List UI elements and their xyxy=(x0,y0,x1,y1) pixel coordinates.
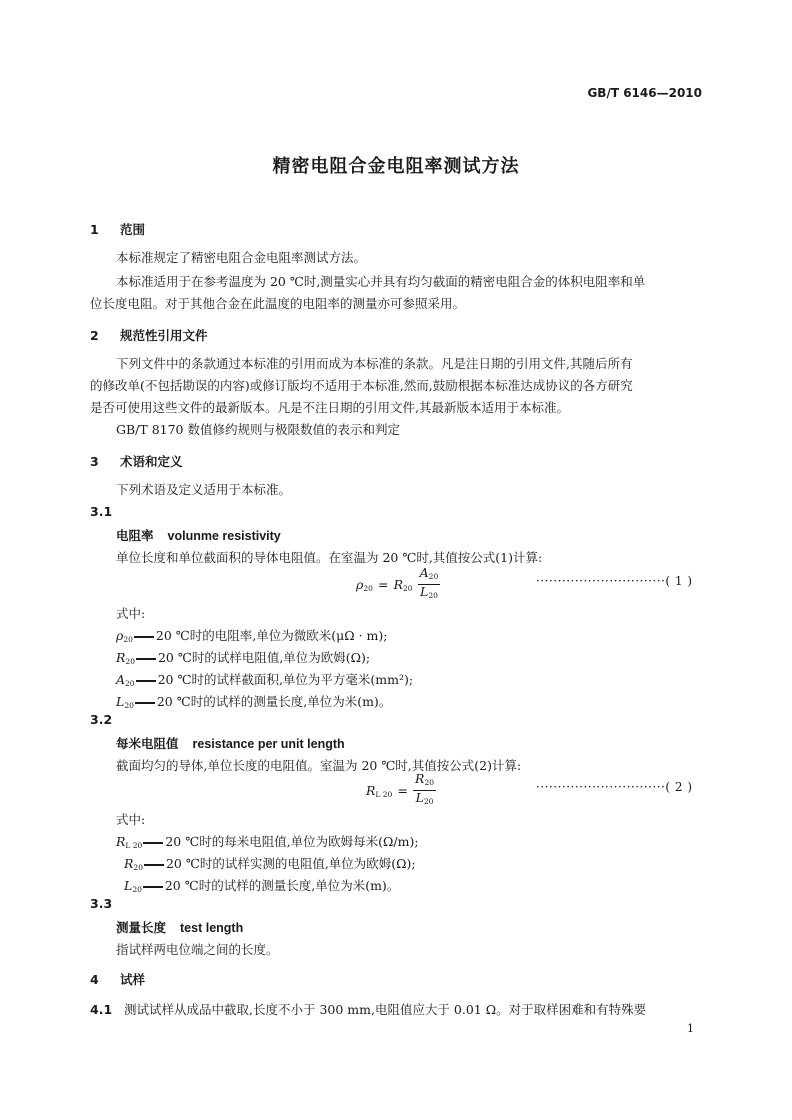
document-title: 精密电阻合金电阻率测试方法 xyxy=(272,156,520,177)
section-title: 范围 xyxy=(120,222,146,237)
normative-reference: GB/T 8170 数值修约规则与极限数值的表示和判定 xyxy=(116,422,400,437)
fraction: $\frac{A_{20}}{L_{20}}$ xyxy=(419,565,439,600)
page-number: 1 xyxy=(687,1022,694,1035)
clause-number: 3.3 xyxy=(90,896,113,911)
term-en: volunme resistivity xyxy=(167,529,281,543)
term-heading xyxy=(116,734,345,752)
equation-number: ······························( 2 ) xyxy=(536,780,693,794)
section-4-heading xyxy=(90,970,145,988)
paragraph: 是否可使用这些文件的最新版本。凡是不注日期的引用文件,其最新版本适用于本标准。 xyxy=(90,400,569,415)
equals-sign: = xyxy=(378,577,389,592)
clause-number: 4.1 xyxy=(90,1002,113,1017)
equation-number: ······························( 1 ) xyxy=(536,574,693,588)
term-heading xyxy=(116,918,243,936)
variable-definition: $\rho_{20}$ 20 ℃时的电阻率,单位为微欧米(μΩ · m); xyxy=(116,628,388,644)
paragraph: 的修改单(不包括勘误的内容)或修订版均不适用于本标准,然而,鼓励根据本标准达成协议的各方研究 xyxy=(90,378,633,393)
definition: 截面均匀的导体,单位长度的电阻值。室温为 20 ℃时,其值按公式(2)计算: xyxy=(116,758,522,773)
term-cn: 电阻率 xyxy=(116,528,154,543)
formula-2 xyxy=(366,772,436,809)
paragraph: 位长度电阻。对于其他合金在此温度的电阻率的测量亦可参照采用。 xyxy=(90,296,466,311)
variable-definition: $R_{20}$ 20 ℃时的试样实测的电阻值,单位为欧姆(Ω); xyxy=(124,856,416,872)
term-en: resistance per unit length xyxy=(192,737,345,751)
term-en: test length xyxy=(180,921,244,935)
where-label: 式中: xyxy=(116,606,146,621)
definition: 指试样两电位端之间的长度。 xyxy=(116,942,279,957)
clause-number: 3.2 xyxy=(90,712,113,727)
paragraph: 下列文件中的条款通过本标准的引用而成为本标准的条款。凡是注日期的引用文件,其随后所有 xyxy=(116,356,633,371)
formula-symbol: $R_{L 20}$ xyxy=(366,783,393,799)
paragraph: 测试试样从成品中截取,长度不小于 300 mm,电阻值应大于 0.01 Ω。对于取样困难和有特殊要 xyxy=(124,1002,647,1017)
formula-1 xyxy=(356,566,440,603)
section-title: 试样 xyxy=(120,972,146,987)
definition: 单位长度和单位截面积的导体电阻值。在室温为 20 ℃时,其值按公式(1)计算: xyxy=(116,550,543,565)
clause-4-1 xyxy=(90,1000,646,1018)
variable-definition: $L_{20}$ 20 ℃时的试样的测量长度,单位为米(m)。 xyxy=(116,694,392,710)
section-number: 1 xyxy=(90,222,99,237)
section-number: 4 xyxy=(90,972,99,987)
fraction: $\frac{R_{20}}{L_{20}}$ xyxy=(415,771,434,806)
section-title: 术语和定义 xyxy=(120,454,183,469)
clause-number: 3.1 xyxy=(90,504,113,519)
section-1-heading xyxy=(90,220,145,238)
variable-definition: $L_{20}$ 20 ℃时的试样的测量长度,单位为米(m)。 xyxy=(124,878,400,894)
paragraph: 本标准适用于在参考温度为 20 ℃时,测量实心并具有均匀截面的精密电阻合金的体积电阻率和单 xyxy=(116,274,646,289)
variable-definition: $R_{20}$ 20 ℃时的试样电阻值,单位为欧姆(Ω); xyxy=(116,650,371,666)
formula-symbol: $R_{20}$ xyxy=(393,577,413,593)
where-label: 式中: xyxy=(116,812,146,827)
term-cn: 测量长度 xyxy=(116,920,167,935)
section-3-heading xyxy=(90,452,183,470)
variable-definition: $R_{L 20}$ 20 ℃时的每米电阻值,单位为欧姆每米(Ω/m); xyxy=(116,834,419,850)
section-2-heading xyxy=(90,326,208,344)
section-number: 2 xyxy=(90,328,99,343)
paragraph: 本标准规定了精密电阻合金电阻率测试方法。 xyxy=(116,250,367,265)
formula-symbol: $\rho_{20}$ xyxy=(356,577,373,593)
term-cn: 每米电阻值 xyxy=(116,736,179,751)
term-heading xyxy=(116,526,281,544)
standard-code: GB/T 6146—2010 xyxy=(587,86,702,100)
section-title: 规范性引用文件 xyxy=(120,328,208,343)
section-number: 3 xyxy=(90,454,99,469)
paragraph: 下列术语及定义适用于本标准。 xyxy=(116,482,292,497)
variable-definition: $A_{20}$ 20 ℃时的试样截面积,单位为平方毫米(mm²); xyxy=(116,672,414,688)
equals-sign: = xyxy=(397,783,408,798)
